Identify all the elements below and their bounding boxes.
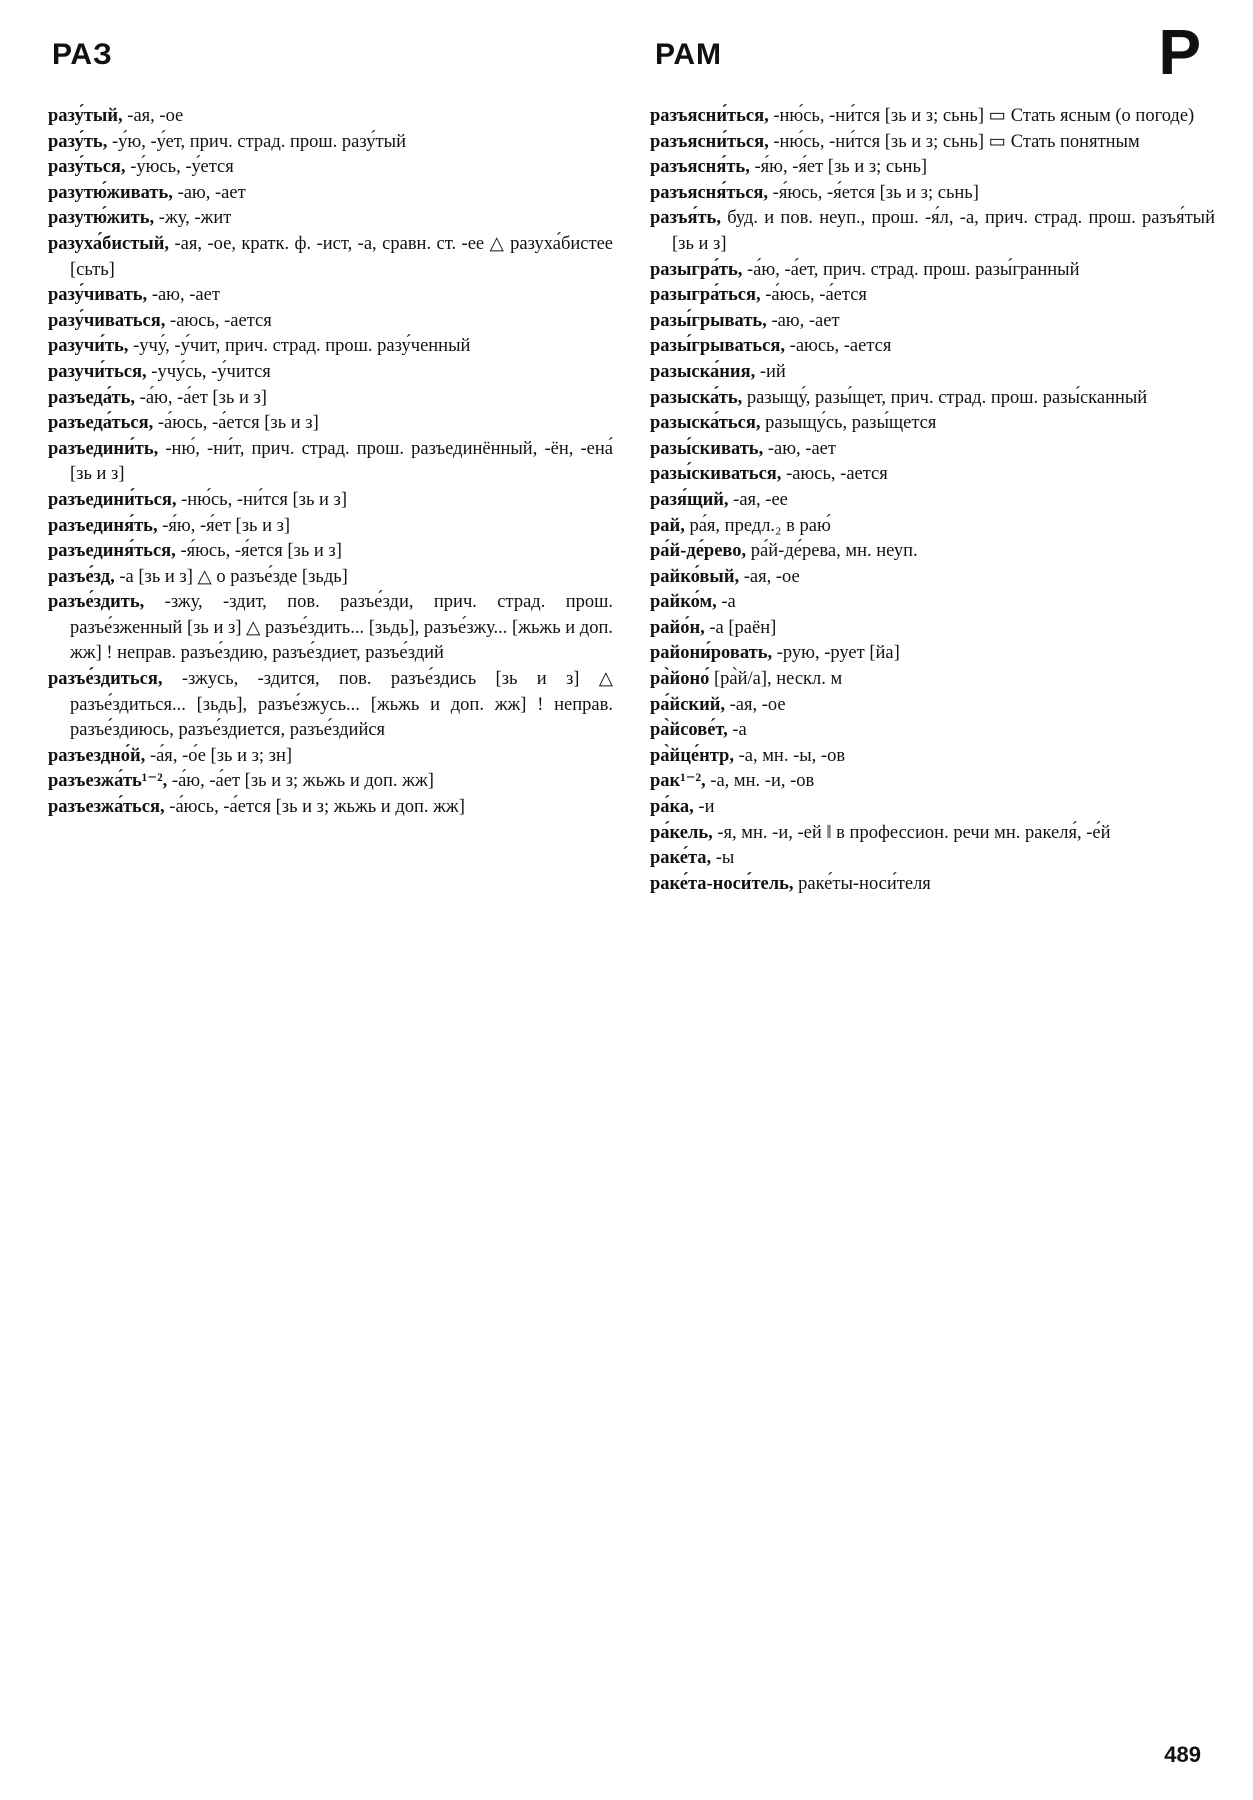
entry-headword: разъясни́ться, bbox=[650, 131, 769, 152]
dictionary-entry bbox=[48, 411, 613, 437]
entry-body: -ий bbox=[755, 361, 786, 382]
dictionary-entry bbox=[650, 539, 1215, 565]
entry-body: разыщу́, разы́щет, прич. страд. прош. разы́сканный bbox=[742, 387, 1148, 408]
entry-headword: разъя́ть, bbox=[650, 208, 721, 229]
entry-body: -я́ю, -я́ет [зь и з; сьнь] bbox=[749, 157, 928, 178]
dictionary-entry bbox=[650, 155, 1215, 181]
entry-headword: райони́ровать, bbox=[650, 643, 773, 664]
entry-headword: райо́н, bbox=[650, 617, 705, 638]
entry-headword: разъедини́ть, bbox=[48, 438, 159, 459]
entry-headword: разучи́ть, bbox=[48, 336, 129, 357]
entry-headword: ра́кель, bbox=[650, 822, 713, 843]
entry-body: раке́ты-носи́теля bbox=[793, 873, 931, 894]
dictionary-entry bbox=[650, 846, 1215, 872]
entry-body: -ая, -ое bbox=[725, 694, 786, 715]
dictionary-entry bbox=[650, 386, 1215, 412]
dictionary-entry bbox=[48, 206, 613, 232]
dictionary-entry bbox=[48, 104, 613, 130]
dictionary-entry bbox=[650, 462, 1215, 488]
dictionary-entry bbox=[48, 590, 613, 667]
right-column bbox=[650, 104, 1215, 897]
entry-headword: ра̀йсове́т, bbox=[650, 720, 728, 741]
entry-headword: разъеда́ть, bbox=[48, 387, 136, 408]
dictionary-entry bbox=[650, 488, 1215, 514]
dictionary-entry bbox=[650, 283, 1215, 309]
dictionary-entry bbox=[48, 769, 613, 795]
dictionary-entry bbox=[48, 309, 613, 335]
entry-headword: райко́м, bbox=[650, 592, 717, 613]
entry-body: ра́й-де́рева, мн. неуп. bbox=[746, 541, 918, 562]
dictionary-entry bbox=[48, 334, 613, 360]
entry-body: -учу́, -у́чит, прич. страд. прош. разу́ченный bbox=[128, 336, 471, 357]
dictionary-entry bbox=[48, 181, 613, 207]
entry-headword: разыгра́ть, bbox=[650, 259, 743, 280]
entry-body: -у́юсь, -у́ется bbox=[125, 157, 234, 178]
dictionary-entry bbox=[48, 386, 613, 412]
entry-headword: разыска́ть, bbox=[650, 387, 743, 408]
dictionary-entry bbox=[650, 769, 1215, 795]
dictionary-entry bbox=[650, 258, 1215, 284]
entry-body: -ая, -ее bbox=[728, 489, 788, 510]
dictionary-entry bbox=[650, 411, 1215, 437]
dictionary-entry bbox=[650, 718, 1215, 744]
entry-body: -аю, -ает bbox=[172, 182, 246, 203]
entry-body: -а, мн. -ы, -ов bbox=[733, 745, 846, 766]
entry-headword: разы́грываться, bbox=[650, 336, 786, 357]
dictionary-entry bbox=[48, 283, 613, 309]
entry-body: -ая, -ое bbox=[122, 106, 184, 126]
dictionary-entry bbox=[48, 488, 613, 514]
entry-headword: разъезжа́ть¹⁻², bbox=[48, 771, 168, 792]
dictionary-entry bbox=[650, 667, 1215, 693]
dictionary-entry bbox=[650, 309, 1215, 335]
dictionary-entry bbox=[650, 104, 1215, 130]
dictionary-entry bbox=[650, 334, 1215, 360]
running-head-left: РАЗ bbox=[52, 38, 113, 71]
entry-body: -а, мн. -и, -ов bbox=[705, 771, 815, 792]
entry-body: -а́юсь, -а́ется bbox=[760, 285, 867, 306]
entry-headword: ра́й-де́рево, bbox=[650, 541, 747, 562]
entry-body: -а́юсь, -а́ется [зь и з] bbox=[153, 413, 319, 434]
page-number: 489 bbox=[1164, 1742, 1201, 1767]
entry-body: буд. и пов. неуп., прош. -я́л, -а, прич. страд. прош. разъя́тый [зь и з] bbox=[672, 208, 1215, 254]
entry-headword: разыгра́ться, bbox=[650, 285, 761, 306]
dictionary-entry bbox=[650, 590, 1215, 616]
entry-body: -аю, -ает bbox=[147, 285, 220, 306]
entry-headword: ра̀йоно́ bbox=[650, 669, 710, 690]
entry-body: -ню́сь, -ни́тся [зь и з; сьнь] ▭ Стать понятным bbox=[768, 131, 1140, 152]
entry-headword: разъединя́ть, bbox=[48, 515, 158, 536]
dictionary-entry bbox=[650, 206, 1215, 257]
entry-headword: ра̀йце́нтр, bbox=[650, 745, 734, 766]
dictionary-entry bbox=[48, 744, 613, 770]
entry-body: ра́я, предл.₂ в раю́ bbox=[684, 515, 831, 536]
entry-headword: разъясни́ться, bbox=[650, 106, 769, 126]
entry-headword: рай, bbox=[650, 515, 685, 536]
entry-headword: ра́йский, bbox=[650, 694, 726, 715]
dictionary-entry bbox=[48, 565, 613, 591]
dictionary-entry bbox=[48, 437, 613, 488]
entry-headword: раке́та, bbox=[650, 848, 712, 869]
dictionary-entry bbox=[48, 130, 613, 156]
entry-headword: раке́та-носи́тель, bbox=[650, 873, 794, 894]
entry-headword: разъезжа́ться, bbox=[48, 797, 165, 818]
entry-headword: разу́чиваться, bbox=[48, 310, 166, 331]
entry-body: -я, мн. -и, -ей ‖ в профессион. речи мн. ракеля́, -е́й bbox=[712, 822, 1111, 843]
entry-body: -а́ю, -а́ет, прич. страд. прош. разы́гранный bbox=[742, 259, 1080, 280]
entry-headword: рак¹⁻², bbox=[650, 771, 706, 792]
entry-body: -а́юсь, -а́ется [зь и з; жьжь и доп. жж] bbox=[164, 797, 465, 818]
entry-body: -а bbox=[716, 592, 736, 613]
entry-body: -аюсь, -ается bbox=[165, 310, 272, 331]
entry-headword: разы́грывать, bbox=[650, 310, 767, 331]
entry-headword: райко́вый, bbox=[650, 566, 740, 587]
entry-headword: разъединя́ться, bbox=[48, 541, 176, 562]
entry-body: -ню́сь, -ни́тся [зь и з; сьнь] ▭ Стать ясным (о погоде) bbox=[768, 106, 1195, 126]
entry-body: -а [раён] bbox=[704, 617, 777, 638]
entry-body: -ы bbox=[711, 848, 735, 869]
left-column bbox=[48, 104, 613, 821]
entry-headword: разу́чивать, bbox=[48, 285, 148, 306]
dictionary-entry bbox=[48, 539, 613, 565]
dictionary-entry bbox=[650, 693, 1215, 719]
entry-headword: разыска́ться, bbox=[650, 413, 761, 434]
entry-body: -а́я, -о́е [зь и з; зн] bbox=[145, 745, 293, 766]
dictionary-entry bbox=[48, 514, 613, 540]
entry-body: -и bbox=[693, 797, 715, 818]
entry-headword: разучи́ться, bbox=[48, 361, 147, 382]
entry-headword: разъездно́й, bbox=[48, 745, 146, 766]
entry-body: -ню́сь, -ни́тся [зь и з] bbox=[176, 489, 348, 510]
entry-body: [ра̀й/а], нескл. м bbox=[709, 669, 843, 690]
entry-body: -я́юсь, -я́ется [зь и з; сьнь] bbox=[768, 182, 979, 203]
entry-headword: разъедини́ться, bbox=[48, 489, 177, 510]
entry-headword: разыска́ния, bbox=[650, 361, 756, 382]
dictionary-entry bbox=[650, 360, 1215, 386]
dictionary-entry bbox=[48, 667, 613, 744]
entry-body: -жу, -жит bbox=[154, 208, 232, 229]
dictionary-entry bbox=[650, 437, 1215, 463]
entry-body: -а bbox=[727, 720, 747, 741]
entry-headword: разъе́зд, bbox=[48, 566, 115, 587]
entry-headword: разутю́живать, bbox=[48, 182, 173, 203]
dictionary-entry bbox=[650, 872, 1215, 898]
entry-body: -у́ю, -у́ет, прич. страд. прош. разу́тый bbox=[107, 131, 406, 152]
entry-body: -ая, -ое, кратк. ф. -ист, -а, сравн. ст. -ее △ разуха́бистее [сьть] bbox=[70, 233, 613, 280]
entry-headword: разу́ться, bbox=[48, 157, 126, 178]
entry-headword: разу́ть, bbox=[48, 131, 108, 152]
dictionary-entry bbox=[650, 181, 1215, 207]
dictionary-entry bbox=[650, 641, 1215, 667]
entry-body: разыщу́сь, разы́щется bbox=[760, 413, 937, 434]
dictionary-entry bbox=[650, 744, 1215, 770]
entry-body: -аю, -ает bbox=[766, 310, 840, 331]
entry-headword: ра́ка, bbox=[650, 797, 694, 818]
running-head-right: РАМ bbox=[655, 38, 723, 71]
dictionary-entry bbox=[650, 616, 1215, 642]
entry-headword: разу́тый, bbox=[48, 106, 123, 126]
entry-headword: разы́скиваться, bbox=[650, 464, 782, 485]
entry-body: -я́ю, -я́ет [зь и з] bbox=[157, 515, 291, 536]
entry-headword: разъе́здить, bbox=[48, 592, 145, 613]
entry-body: -ню́, -ни́т, прич. страд. прош. разъединённый, -ён, -ена́ [зь и з] bbox=[70, 438, 613, 485]
entry-body: -а [зь и з] △ о разъе́зде [зьдь] bbox=[114, 566, 348, 587]
entry-body: -ая, -ое bbox=[739, 566, 800, 587]
dictionary-entry bbox=[48, 360, 613, 386]
dictionary-entry bbox=[650, 130, 1215, 156]
entry-headword: разъеда́ться, bbox=[48, 413, 154, 434]
section-letter: Р bbox=[1158, 16, 1201, 88]
dictionary-entry bbox=[48, 795, 613, 821]
entry-body: -а́ю, -а́ет [зь и з; жьжь и доп. жж] bbox=[167, 771, 434, 792]
entry-headword: разы́скивать, bbox=[650, 438, 764, 459]
entry-body: -зжусь, -здится, пов. разъе́здись [зь и з] △ разъе́здиться... [зьдь], разъе́зжусь... [жьжь и доп. жж] ! неправ. разъе́здиюсь, разъе́здиется, разъе́здийся bbox=[70, 669, 613, 741]
entry-body: -а́ю, -а́ет [зь и з] bbox=[135, 387, 267, 408]
entry-body: -рую, -рует [йа] bbox=[772, 643, 900, 664]
entry-headword: разъясня́ться, bbox=[650, 182, 769, 203]
entry-headword: разъясня́ть, bbox=[650, 157, 750, 178]
entry-headword: разуха́бистый, bbox=[48, 233, 170, 254]
dictionary-entry bbox=[650, 821, 1215, 847]
dictionary-entry bbox=[48, 155, 613, 181]
entry-body: -зжу, -здит, пов. разъе́зди, прич. страд. прош. разъе́зженный [зь и з] △ разъе́здить... [зьдь], разъе́зжу... [жьжь и доп. жж] ! неправ. разъе́здию, разъе́здиет, разъе́здий bbox=[70, 592, 613, 664]
entry-headword: разутю́жить, bbox=[48, 208, 155, 229]
entry-body: -аю, -ает bbox=[763, 438, 836, 459]
entry-body: -я́юсь, -я́ется [зь и з] bbox=[175, 541, 342, 562]
dictionary-entry bbox=[650, 514, 1215, 540]
entry-body: -аюсь, -ается bbox=[785, 336, 892, 357]
dictionary-entry bbox=[650, 565, 1215, 591]
dictionary-entry bbox=[48, 232, 613, 283]
dictionary-entry bbox=[650, 795, 1215, 821]
entry-body: -аюсь, -ается bbox=[781, 464, 888, 485]
entry-headword: разя́щий, bbox=[650, 489, 729, 510]
entry-headword: разъе́здиться, bbox=[48, 669, 163, 690]
entry-body: -учу́сь, -у́чится bbox=[146, 361, 271, 382]
